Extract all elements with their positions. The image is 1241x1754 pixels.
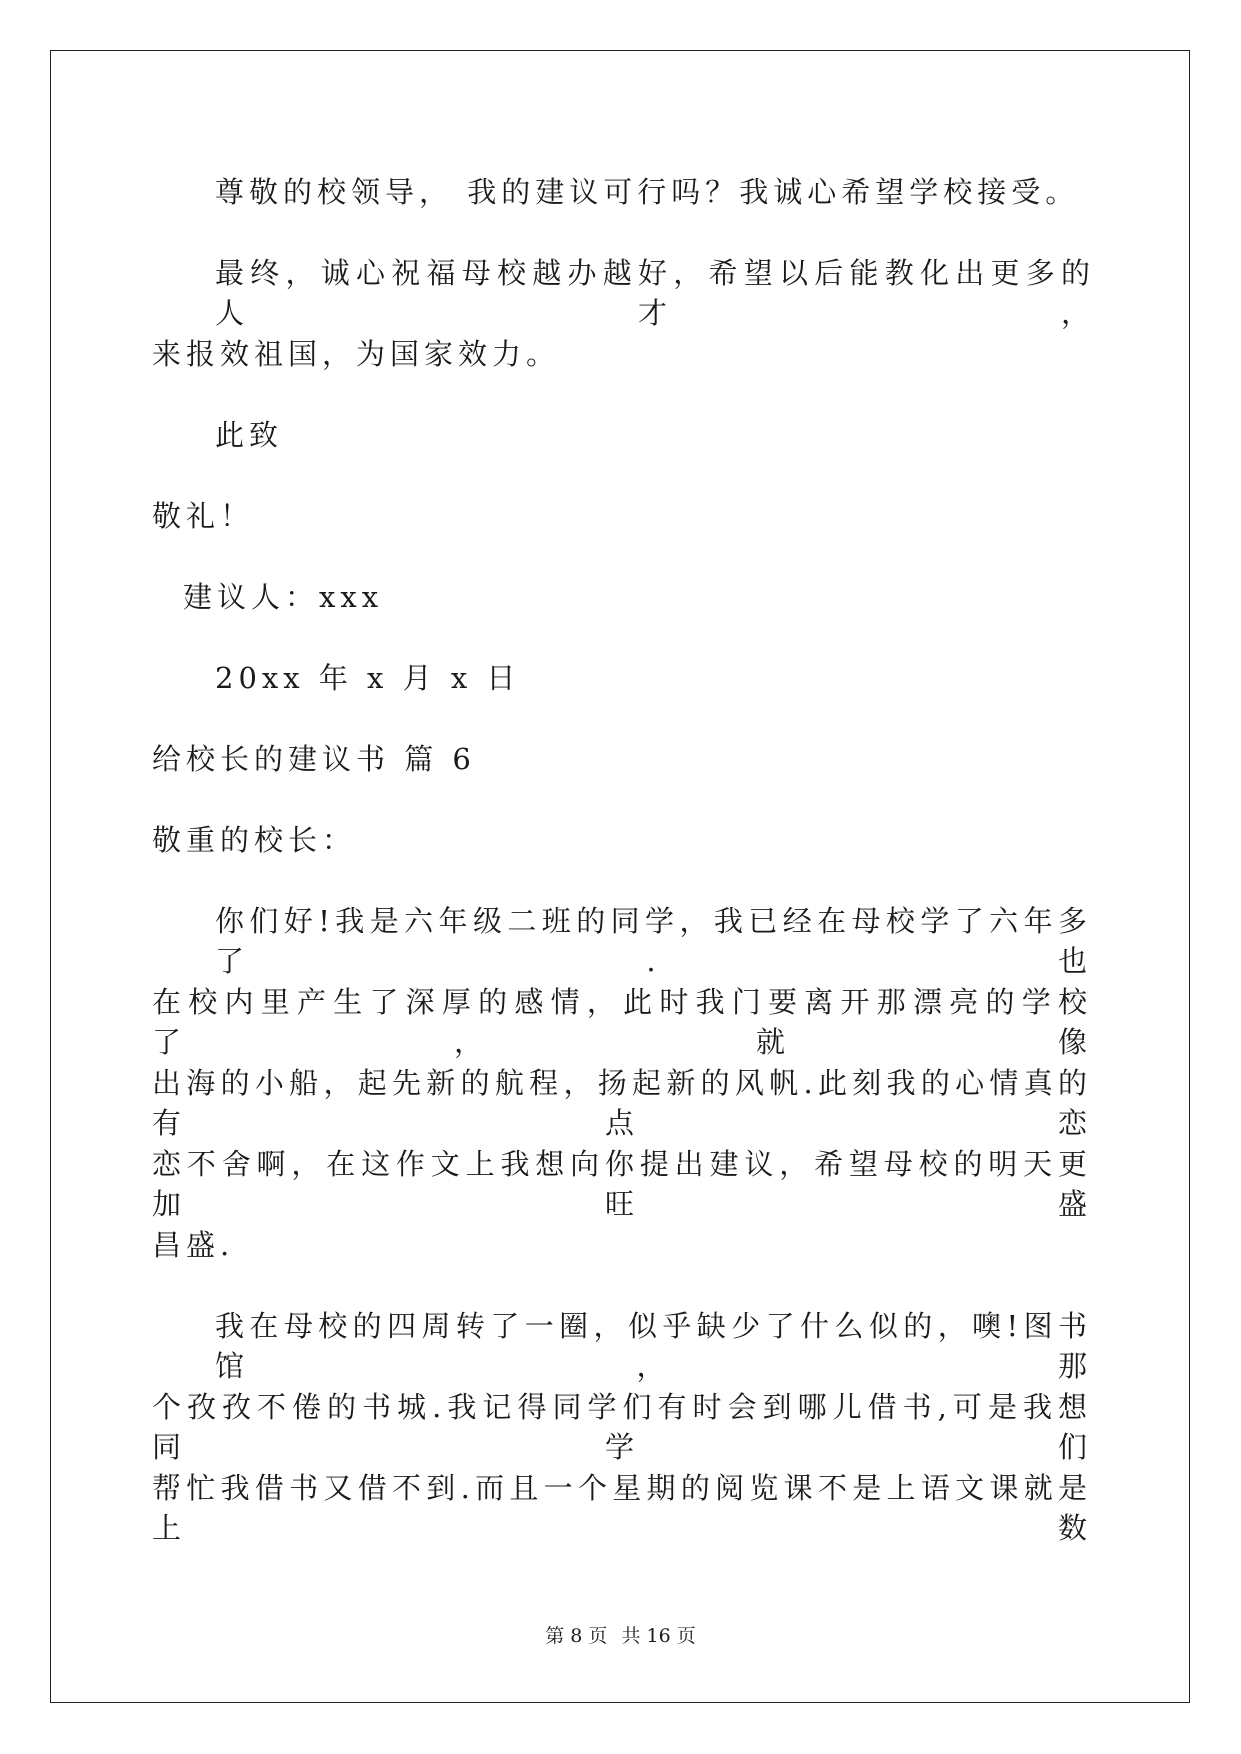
paragraph-line: 帮忙我借书又借不到.而且一个星期的阅览课不是上语文课就是上数 bbox=[152, 1471, 1092, 1545]
paragraph-line: 我在母校的四周转了一圈，似乎缺少了什么似的，噢!图书馆，那 bbox=[215, 1309, 1092, 1383]
page-total: 共 16 页 bbox=[621, 1625, 696, 1647]
signature-line: 建议人：xxx bbox=[183, 580, 384, 614]
paragraph-line: 来报效祖国，为国家效力。 bbox=[152, 337, 561, 371]
paragraph-line: 昌盛. bbox=[152, 1228, 235, 1262]
paragraph-line: 尊敬的校领导， 我的建议可行吗？我诚心希望学校接受。 bbox=[215, 175, 1080, 209]
paragraph-line: 恋不舍啊，在这作文上我想向你提出建议，希望母校的明天更加旺盛 bbox=[152, 1147, 1092, 1221]
greeting-line: 敬重的校长： bbox=[152, 823, 357, 857]
salutation-line: 敬礼！ bbox=[152, 499, 255, 533]
paragraph-line: 出海的小船，起先新的航程，扬起新的风帆.此刻我的心情真的有点恋 bbox=[152, 1066, 1092, 1140]
paragraph-line: 最终，诚心祝福母校越办越好，希望以后能教化出更多的人才， bbox=[215, 256, 1095, 330]
section-heading: 给校长的建议书 篇 6 bbox=[152, 742, 476, 776]
page-footer bbox=[0, 1624, 1241, 1648]
paragraph-line: 你们好!我是六年级二班的同学，我已经在母校学了六年多了.也 bbox=[215, 904, 1092, 978]
paragraph-line: 个孜孜不倦的书城.我记得同学们有时会到哪儿借书,可是我想同学们 bbox=[152, 1390, 1092, 1464]
page-number: 第 8 页 bbox=[545, 1625, 608, 1647]
date-line: 20xx 年 x 月 x 日 bbox=[215, 661, 521, 695]
paragraph-line: 在校内里产生了深厚的感情，此时我门要离开那漂亮的学校了，就像 bbox=[152, 985, 1092, 1059]
closing-line: 此致 bbox=[215, 418, 284, 452]
